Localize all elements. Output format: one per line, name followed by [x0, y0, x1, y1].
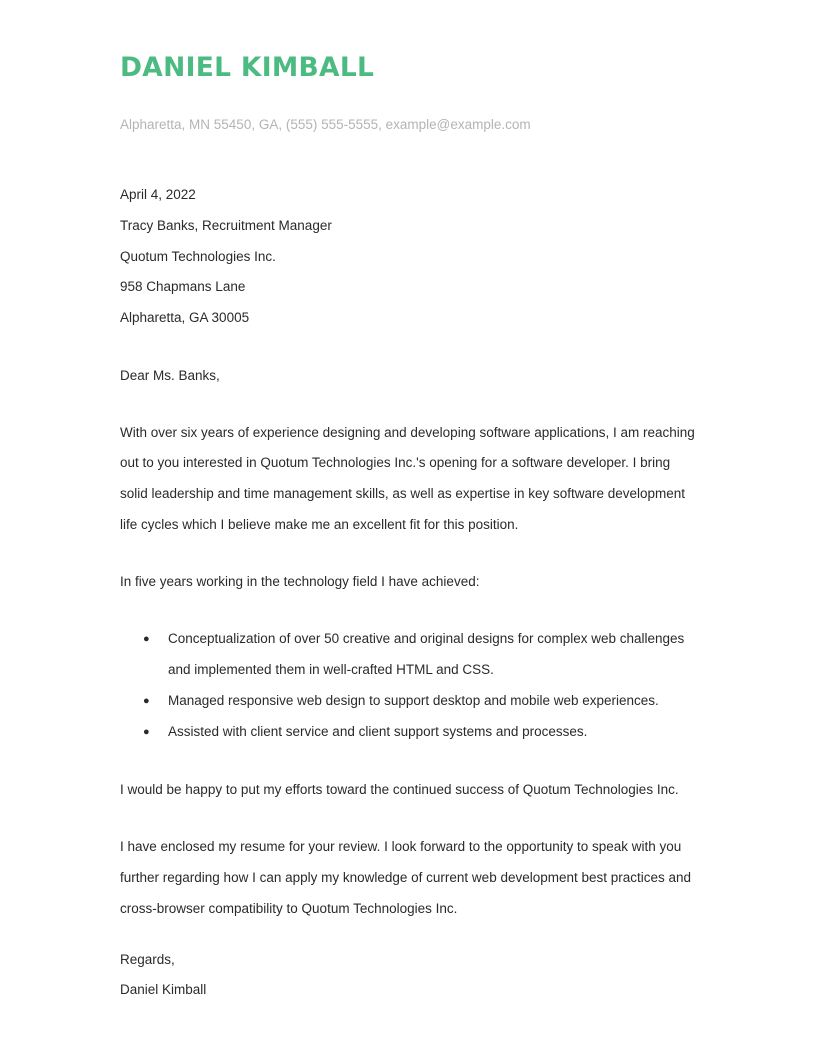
achievement-line: Assisted with client service and client support systems and processes.	[168, 724, 588, 739]
salutation: Dear Ms. Banks,	[120, 368, 220, 383]
bullet-marker: ●	[143, 695, 150, 707]
achievement-line: Conceptualization of over 50 creative and original designs for complex web challenges	[168, 631, 685, 646]
recipient-company: Quotum Technologies Inc.	[120, 249, 276, 264]
paragraph-line: I have enclosed my resume for your review. I look forward to the opportunity to speak with you	[120, 839, 682, 854]
paragraph-line: With over six years of experience designing and developing software applications, I am reaching	[120, 425, 695, 440]
recipient-name-title: Tracy Banks, Recruitment Manager	[120, 218, 332, 233]
paragraph-line: life cycles which I believe make me an excellent fit for this position.	[120, 517, 519, 532]
achievement-line: Managed responsive web design to support desktop and mobile web experiences.	[168, 693, 659, 708]
paragraph-line: solid leadership and time management skills, as well as expertise in key software development	[120, 486, 686, 501]
contact-info: Alpharetta, MN 55450, GA, (555) 555-5555, example@example.com	[120, 117, 531, 132]
paragraph-line: I would be happy to put my efforts toward the continued success of Quotum Technologies Inc.	[120, 782, 679, 797]
letter-date: April 4, 2022	[120, 187, 196, 202]
recipient-street: 958 Chapmans Lane	[120, 279, 246, 294]
recipient-city: Alpharetta, GA 30005	[120, 310, 250, 325]
achievement-line: and implemented them in well-crafted HTML and CSS.	[168, 662, 494, 677]
bullet-marker: ●	[143, 633, 150, 645]
paragraph-line: out to you interested in Quotum Technologies Inc.'s opening for a software developer. I bring	[120, 455, 671, 470]
achievements-intro: In five years working in the technology field I have achieved:	[120, 574, 480, 589]
signature-name: Daniel Kimball	[120, 982, 207, 997]
paragraph-line: further regarding how I can apply my knowledge of current web development best practices and	[120, 870, 692, 885]
bullet-marker: ●	[143, 726, 150, 738]
applicant-name: DANIEL KIMBALL	[120, 52, 375, 83]
paragraph-line: cross-browser compatibility to Quotum Technologies Inc.	[120, 901, 458, 916]
valediction: Regards,	[120, 952, 175, 967]
